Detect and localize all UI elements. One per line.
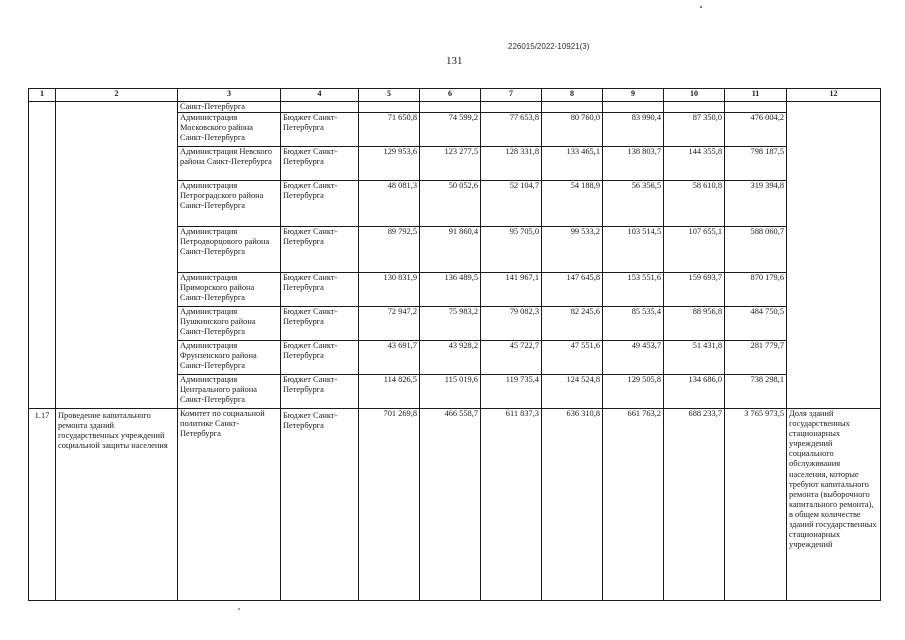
cell-value-year-5: 85 535,4 <box>603 307 664 341</box>
cell-value-year-6: 88 956,8 <box>664 307 725 341</box>
cell-source: Бюджет Санкт-Петербурга <box>281 341 359 375</box>
cell-value-year-3: 119 735,4 <box>481 375 542 409</box>
page-number: 131 <box>446 55 463 67</box>
cell-source: Бюджет Санкт-Петербурга <box>281 227 359 273</box>
cell-empty <box>664 102 725 113</box>
cell-value-year-3: 611 837,3 <box>481 409 542 601</box>
cell-value-year-4: 47 551,6 <box>542 341 603 375</box>
cell-value-year-1: 72 947,2 <box>359 307 420 341</box>
document-id: 226015/2022-10921(3) <box>508 42 590 51</box>
cell-value-year-6: 51 431,8 <box>664 341 725 375</box>
cell-value-year-5: 661 763,2 <box>603 409 664 601</box>
cell-total: 588 060,7 <box>725 227 787 273</box>
cell-value-year-6: 58 610,8 <box>664 181 725 227</box>
cell-source: Бюджет Санкт-Петербурга <box>281 181 359 227</box>
column-header-8: 8 <box>542 89 603 102</box>
cell-value-year-4: 99 533,2 <box>542 227 603 273</box>
cell-value-year-2: 115 019,6 <box>420 375 481 409</box>
table-row <box>29 102 881 113</box>
table-row <box>29 409 881 601</box>
column-header-11: 11 <box>725 89 787 102</box>
cell-value-year-4: 80 760,0 <box>542 113 603 147</box>
cell-value-year-1: 114 826,5 <box>359 375 420 409</box>
program-table <box>28 88 881 601</box>
cell-source: Бюджет Санкт-Петербурга <box>281 147 359 181</box>
cell-executor: Администрация Приморского района Санкт-Петербурга <box>178 273 281 307</box>
cell-indicator <box>787 102 881 409</box>
cell-total: 798 187,5 <box>725 147 787 181</box>
scan-speck <box>700 6 702 8</box>
column-header-9: 9 <box>603 89 664 102</box>
column-header-7: 7 <box>481 89 542 102</box>
cell-source: Бюджет Санкт-Петербурга <box>281 409 359 601</box>
cell-value-year-5: 49 453,7 <box>603 341 664 375</box>
cell-value-year-2: 466 558,7 <box>420 409 481 601</box>
cell-name: Проведение капитального ремонта зданий государственных учреждений социальной защиты населения <box>56 409 178 601</box>
cell-source: Бюджет Санкт-Петербурга <box>281 375 359 409</box>
cell-name <box>56 102 178 409</box>
column-header-1: 1 <box>29 89 56 102</box>
cell-value-year-5: 103 514,5 <box>603 227 664 273</box>
cell-value-year-4: 147 645,8 <box>542 273 603 307</box>
cell-value-year-1: 43 691,7 <box>359 341 420 375</box>
cell-value-year-2: 74 599,2 <box>420 113 481 147</box>
cell-value-year-1: 89 792,5 <box>359 227 420 273</box>
cell-total: 870 179,6 <box>725 273 787 307</box>
cell-value-year-5: 129 505,8 <box>603 375 664 409</box>
cell-empty <box>603 102 664 113</box>
cell-total: 3 765 973,5 <box>725 409 787 601</box>
cell-executor: Администрация Петродворцового района Санкт-Петербурга <box>178 227 281 273</box>
cell-value-year-3: 95 705,0 <box>481 227 542 273</box>
cell-executor: Администрация Пушкинского района Санкт-Петербурга <box>178 307 281 341</box>
cell-value-year-3: 141 967,1 <box>481 273 542 307</box>
column-header-10: 10 <box>664 89 725 102</box>
cell-empty <box>542 102 603 113</box>
cell-executor: Комитет по социальной политике Санкт-Петербурга <box>178 409 281 601</box>
column-header-4: 4 <box>281 89 359 102</box>
cell-value-year-3: 45 722,7 <box>481 341 542 375</box>
cell-number <box>29 102 56 409</box>
cell-value-year-1: 71 650,8 <box>359 113 420 147</box>
cell-value-year-2: 75 983,2 <box>420 307 481 341</box>
column-header-2: 2 <box>56 89 178 102</box>
cell-value-year-5: 153 551,6 <box>603 273 664 307</box>
cell-value-year-5: 83 990,4 <box>603 113 664 147</box>
cell-value-year-3: 128 331,8 <box>481 147 542 181</box>
cell-source: Бюджет Санкт-Петербурга <box>281 113 359 147</box>
cell-value-year-5: 138 803,7 <box>603 147 664 181</box>
cell-source: Бюджет Санкт-Петербурга <box>281 273 359 307</box>
column-header-5: 5 <box>359 89 420 102</box>
cell-executor: Администрация Петроградского района Санкт-Петербурга <box>178 181 281 227</box>
cell-value-year-6: 107 655,1 <box>664 227 725 273</box>
cell-value-year-3: 77 653,8 <box>481 113 542 147</box>
cell-value-year-1: 701 269,8 <box>359 409 420 601</box>
cell-value-year-3: 52 104,7 <box>481 181 542 227</box>
cell-value-year-1: 129 953,6 <box>359 147 420 181</box>
column-header-12: 12 <box>787 89 881 102</box>
cell-value-year-2: 50 052,6 <box>420 181 481 227</box>
cell-empty <box>420 102 481 113</box>
cell-indicator: Доля зданий государственных стационарных учреждений социального обслуживания населения, которые требуют капитального ремонта (выборочного капитального ремонта), в общем количестве зданий государственных стационарных учреждений <box>787 409 881 601</box>
column-header-6: 6 <box>420 89 481 102</box>
cell-value-year-3: 79 082,3 <box>481 307 542 341</box>
cell-value-year-6: 87 350,0 <box>664 113 725 147</box>
cell-value-year-1: 48 081,3 <box>359 181 420 227</box>
cell-value-year-2: 123 277,5 <box>420 147 481 181</box>
cell-value-year-1: 130 831,9 <box>359 273 420 307</box>
cell-value-year-6: 159 693,7 <box>664 273 725 307</box>
cell-total: 738 298,1 <box>725 375 787 409</box>
cell-total: 484 750,5 <box>725 307 787 341</box>
cell-empty <box>281 102 359 113</box>
cell-value-year-6: 688 233,7 <box>664 409 725 601</box>
cell-value-year-5: 56 356,5 <box>603 181 664 227</box>
cell-total: 281 779,7 <box>725 341 787 375</box>
cell-executor-continued: Санкт-Петербурга <box>178 102 281 113</box>
cell-value-year-2: 136 489,5 <box>420 273 481 307</box>
cell-executor: Администрация Московского района Санкт-Петербурга <box>178 113 281 147</box>
cell-value-year-4: 636 310,8 <box>542 409 603 601</box>
cell-value-year-2: 91 860,4 <box>420 227 481 273</box>
cell-executor: Администрация Невского района Санкт-Петербурга <box>178 147 281 181</box>
cell-total: 476 004,2 <box>725 113 787 147</box>
cell-total: 319 394,8 <box>725 181 787 227</box>
cell-source: Бюджет Санкт-Петербурга <box>281 307 359 341</box>
cell-value-year-2: 43 928,2 <box>420 341 481 375</box>
cell-empty <box>481 102 542 113</box>
header-row <box>29 89 881 102</box>
cell-value-year-6: 144 355,8 <box>664 147 725 181</box>
cell-value-year-6: 134 686,0 <box>664 375 725 409</box>
scan-speck <box>238 608 240 610</box>
cell-value-year-4: 82 245,6 <box>542 307 603 341</box>
cell-number: 1.17 <box>29 409 56 601</box>
cell-value-year-4: 133 465,1 <box>542 147 603 181</box>
cell-executor: Администрация Фрунзенского района Санкт-Петербурга <box>178 341 281 375</box>
column-header-3: 3 <box>178 89 281 102</box>
cell-value-year-4: 54 188,9 <box>542 181 603 227</box>
cell-empty <box>359 102 420 113</box>
cell-empty <box>725 102 787 113</box>
cell-executor: Администрация Центрального района Санкт-Петербурга <box>178 375 281 409</box>
cell-value-year-4: 124 524,8 <box>542 375 603 409</box>
